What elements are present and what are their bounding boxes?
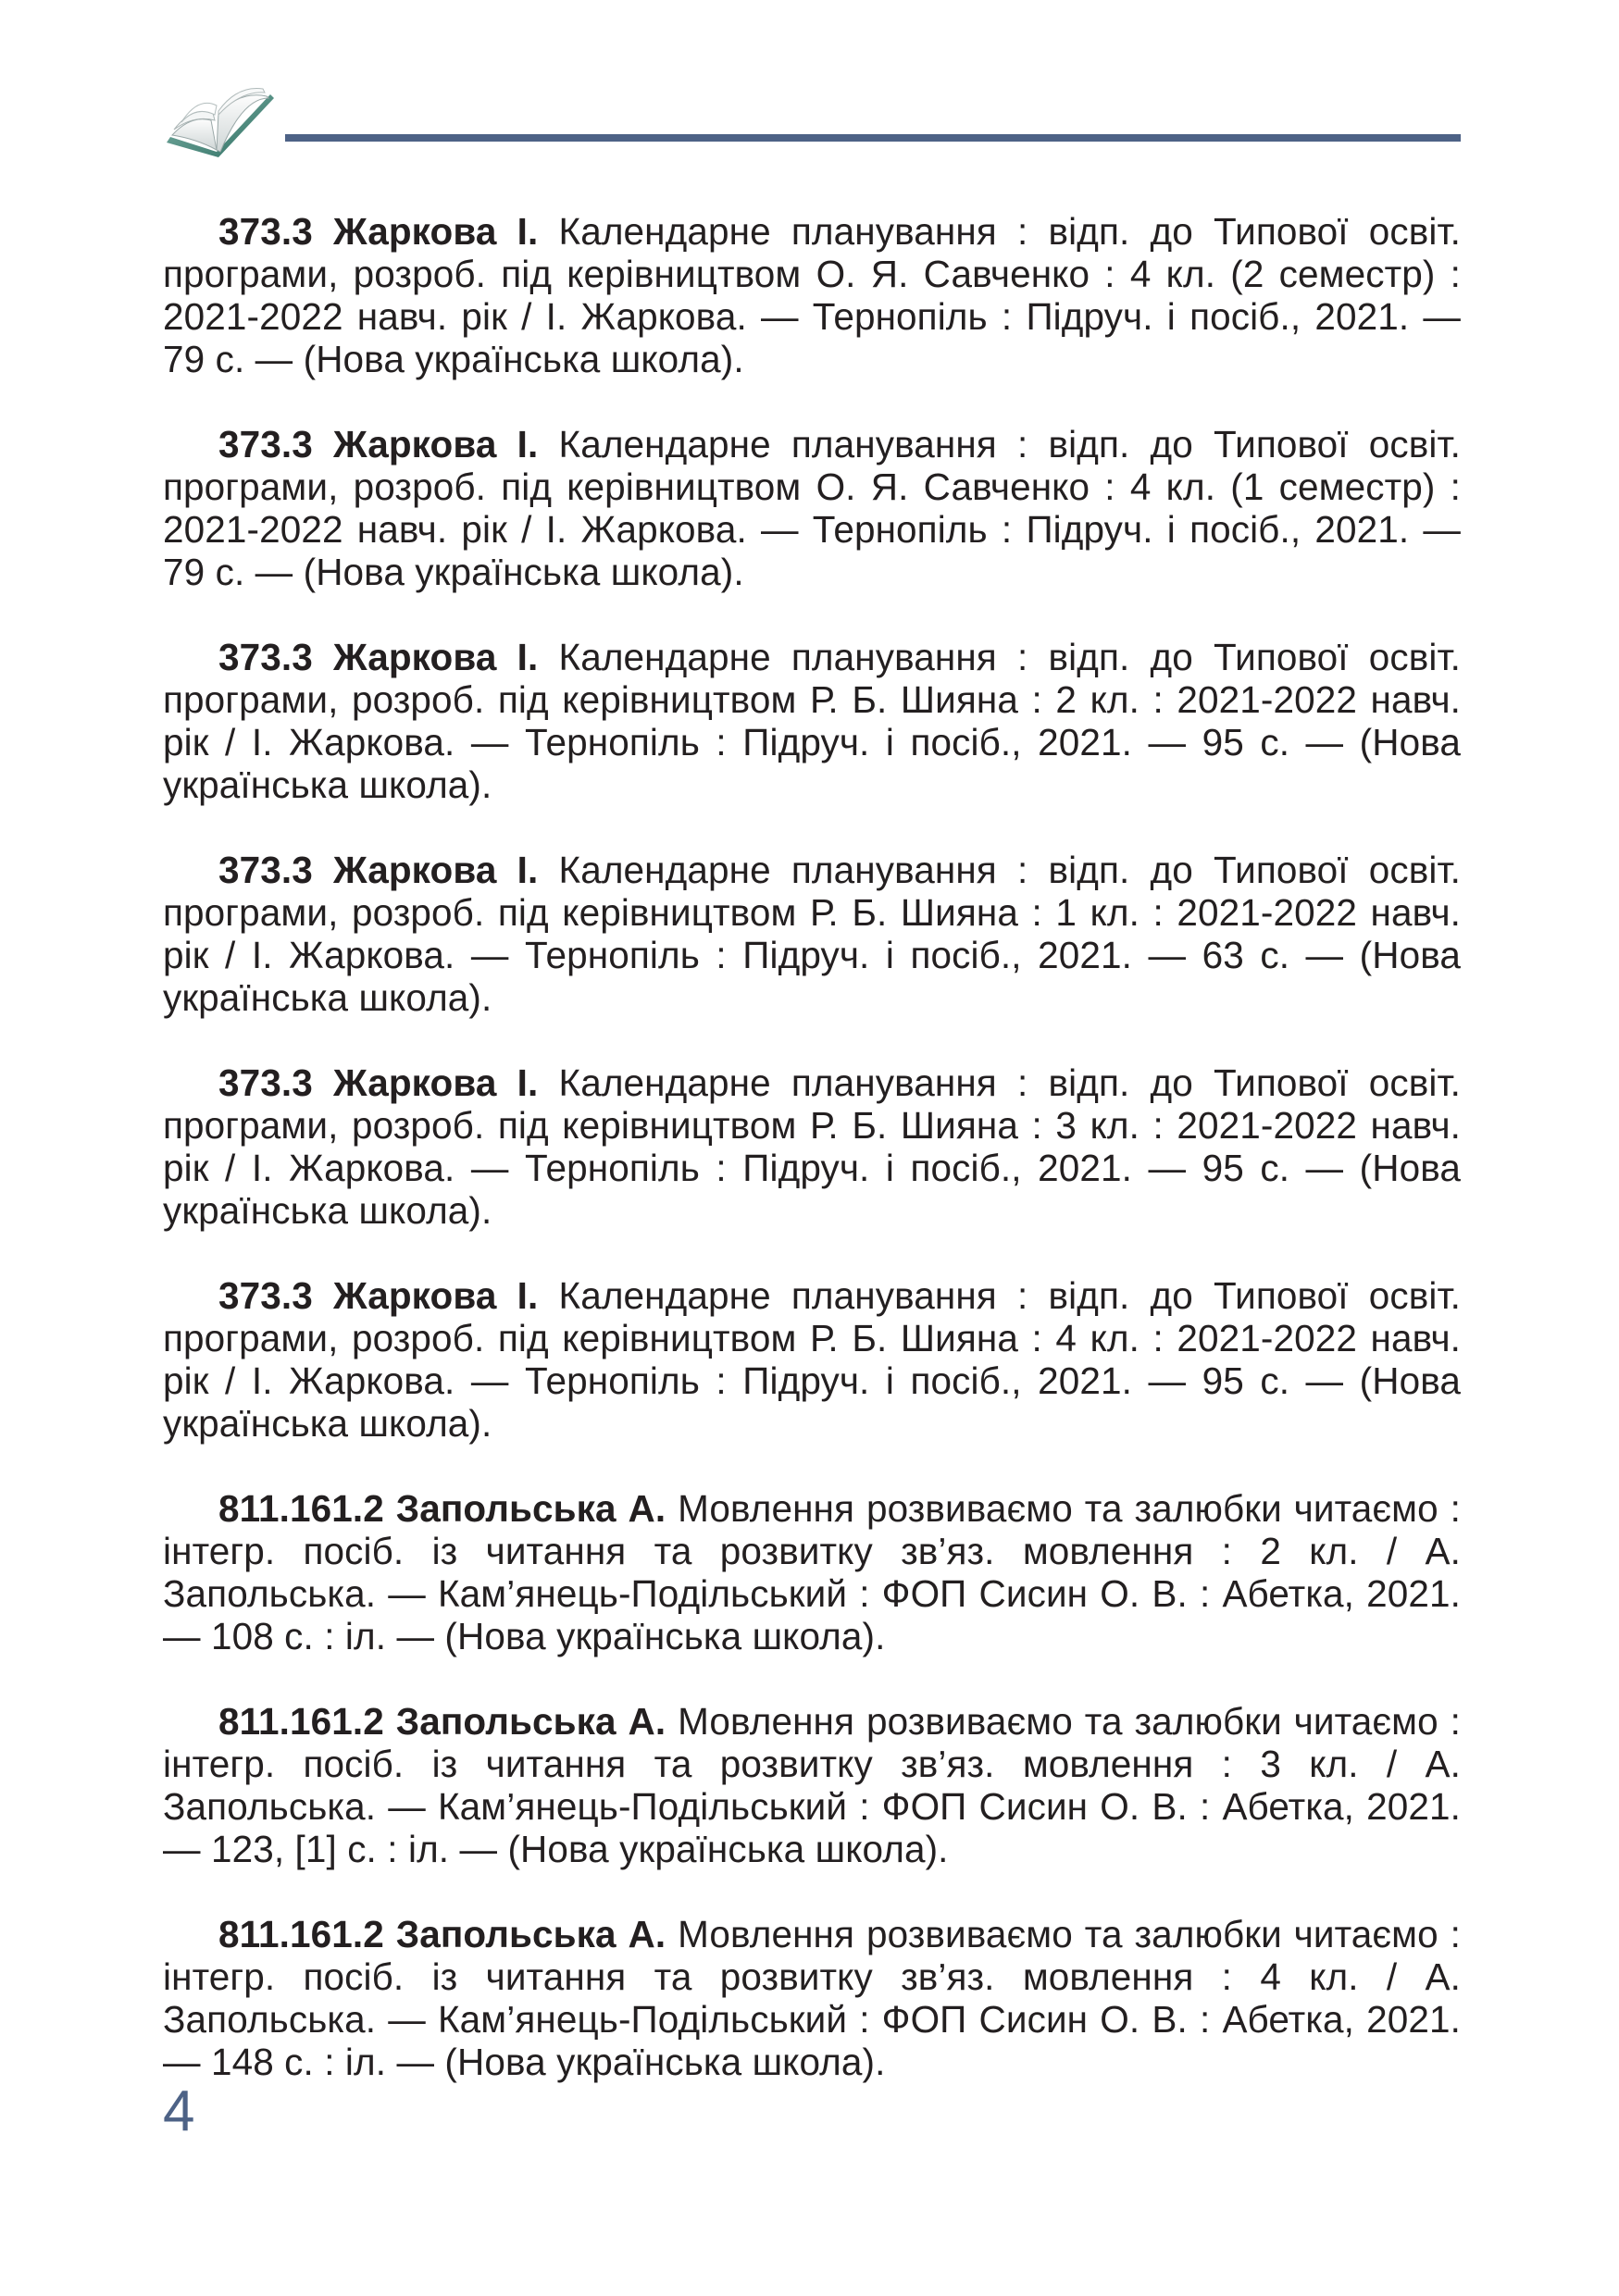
entry-heading: 373.3 Жаркова І. — [218, 849, 539, 891]
entry-text: Календарне планування : відп. до Типової освіт. програми, розроб. під керівництвом О. Я. Савченко : 4 кл. (2 семестр) : 2021-2022 навч. рік / І. Жаркова. — Тернопіль : Підруч. і посіб., 2021. — 79 с. — (Нова українська школа). — [163, 210, 1461, 380]
entry-heading: 811.161.2 Запольська А. — [218, 1913, 666, 1955]
open-book-icon — [163, 78, 278, 163]
bibliography-entry — [163, 849, 1461, 1019]
bibliography-entry — [163, 1487, 1461, 1657]
entry-heading: 373.3 Жаркова І. — [218, 210, 539, 253]
entry-text: Мовлення розвиваємо та залюбки читаємо : інтегр. посіб. із читання та розвитку зв’яз. мовлення : 4 кл. / А. Запольська. — Кам’янець-Подільський : ФОП Сисин О. В. : Абетка, 2021. — 148 с. : іл. — (Нова українська школа). — [163, 1913, 1461, 2083]
bibliography-entry — [163, 423, 1461, 593]
entry-heading: 373.3 Жаркова І. — [218, 1274, 539, 1317]
entry-text: Календарне планування : відп. до Типової освіт. програми, розроб. під керівництвом Р. Б. Шияна : 2 кл. : 2021-2022 навч. рік / І. Жаркова. — Тернопіль : Підруч. і посіб., 2021. — 95 с. — (Нова українська школа). — [163, 636, 1461, 806]
entry-text: Мовлення розвиваємо та залюбки читаємо : інтегр. посіб. із читання та розвитку зв’яз. мовлення : 2 кл. / А. Запольська. — Кам’янець-Подільський : ФОП Сисин О. В. : Абетка, 2021. — 108 с. : іл. — (Нова українська школа). — [163, 1487, 1461, 1657]
entry-heading: 373.3 Жаркова І. — [218, 423, 539, 465]
entry-text: Календарне планування : відп. до Типової освіт. програми, розроб. під керівництвом Р. Б. Шияна : 3 кл. : 2021-2022 навч. рік / І. Жаркова. — Тернопіль : Підруч. і посіб., 2021. — 95 с. — (Нова українська школа). — [163, 1061, 1461, 1232]
bibliography-entry — [163, 1700, 1461, 1870]
bibliography-list — [163, 210, 1461, 2126]
bibliography-entry — [163, 210, 1461, 380]
page-header — [0, 0, 1619, 176]
entry-heading: 373.3 Жаркова І. — [218, 1061, 539, 1104]
bibliography-entry — [163, 1913, 1461, 2083]
entry-text: Календарне планування : відп. до Типової освіт. програми, розроб. під керівництвом Р. Б. Шияна : 4 кл. : 2021-2022 навч. рік / І. Жаркова. — Тернопіль : Підруч. і посіб., 2021. — 95 с. — (Нова українська школа). — [163, 1274, 1461, 1445]
bibliography-entry — [163, 1061, 1461, 1232]
entry-text: Мовлення розвиваємо та залюбки читаємо : інтегр. посіб. із читання та розвитку зв’яз. мовлення : 3 кл. / А. Запольська. — Кам’янець-Подільський : ФОП Сисин О. В. : Абетка, 2021. — 123, [1] с. : іл. — (Нова українська школа). — [163, 1700, 1461, 1870]
bibliography-entry — [163, 636, 1461, 806]
entry-text: Календарне планування : відп. до Типової освіт. програми, розроб. під керівництвом Р. Б. Шияна : 1 кл. : 2021-2022 навч. рік / І. Жаркова. — Тернопіль : Підруч. і посіб., 2021. — 63 с. — (Нова українська школа). — [163, 849, 1461, 1019]
entry-text: Календарне планування : відп. до Типової освіт. програми, розроб. під керівництвом О. Я. Савченко : 4 кл. (1 семестр) : 2021-2022 навч. рік / І. Жаркова. — Тернопіль : Підруч. і посіб., 2021. — 79 с. — (Нова українська школа). — [163, 423, 1461, 593]
entry-heading: 811.161.2 Запольська А. — [218, 1487, 666, 1530]
bibliography-entry — [163, 1274, 1461, 1445]
header-rule — [285, 134, 1461, 142]
entry-heading: 373.3 Жаркова І. — [218, 636, 539, 678]
entry-heading: 811.161.2 Запольська А. — [218, 1700, 666, 1743]
page-number: 4 — [163, 2079, 195, 2143]
